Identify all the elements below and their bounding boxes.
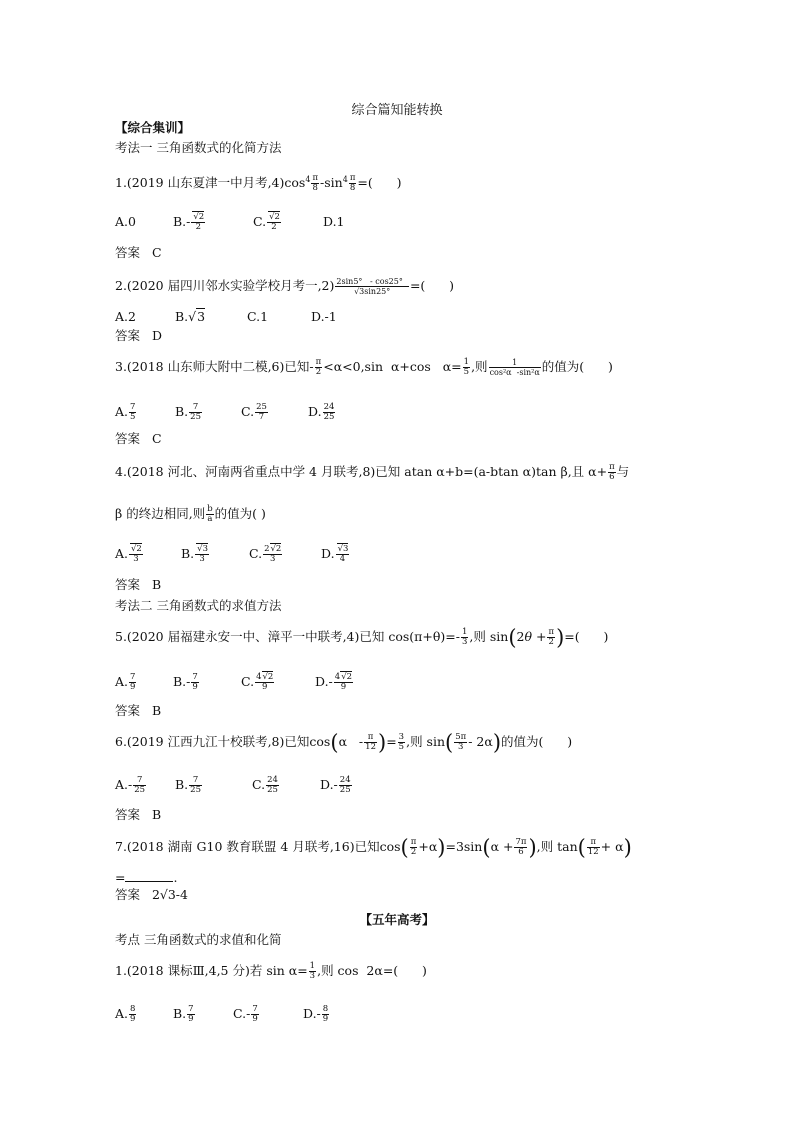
question-4: 4.(2018 河北、河南两省重点中学 4 月联考,8)已知 atan α+b=(a-btan α)tan β,且 α+ $\frac{\pi}{6}$ 与: [115, 462, 630, 482]
point-heading: 考点 三角函数式的求值和化简: [115, 932, 282, 947]
question-2-options: A.2 B.√3 C.1 D.-1: [115, 309, 337, 324]
question-4-line-2: β 的终边相同,则 $\frac{b}{a}$ 的值为( ): [115, 504, 266, 524]
question-2: 2.(2020 届四川邻水实验学校月考一,2) $\frac{2\sin 5^\circ - \cos 25^\circ}{√3\sin 25^\circ}$ =( ): [115, 277, 455, 296]
question-1-options: A.0 B.- $\frac{√2}{2}$ C. $\frac{√2}{2}$ D.1: [115, 212, 345, 232]
question-5y-1: 1.(2018 课标Ⅲ,4,5 分)若 sin α= $\frac{1}{3}$ ,则 cos 2α=( ): [115, 961, 427, 981]
question-3-options: A. $\frac{7}{5}$ B. $\frac{7}{25}$ C. $\frac{25}{7}$ D. $\frac{24}{25}$: [115, 402, 335, 422]
question-7-blank: = .: [115, 870, 178, 885]
method-heading-2: 考法二 三角函数式的求值方法: [115, 598, 282, 613]
question-3-source: 3.(2018 山东师大附中二模,6)已知: [115, 359, 310, 374]
question-5y-1-options: A. $\frac{8}{9}$ B. $\frac{7}{9}$ C.- $\frac{7}{9}$ D.- $\frac{8}{9}$: [115, 1004, 329, 1024]
question-3-answer: 答案 C: [115, 431, 162, 446]
question-5: 5.(2020 届福建永安一中、漳平一中联考,4)已知 cos(π+θ)=- $\frac{1}{3}$ ,则 sin(2θ + $\frac{\pi}{2}$ )=( ): [115, 625, 609, 650]
section-heading-comprehensive: 【综合集训】: [115, 120, 191, 135]
question-2-source: 2.(2020 届四川邻水实验学校月考一,2): [115, 278, 335, 293]
question-5-options: A. $\frac{7}{9}$ B.- $\frac{7}{9}$ C. $\frac{4√2}{9}$ D.- $\frac{4√2}{9}$: [115, 672, 353, 692]
question-7-answer: 答案 2√3-4: [115, 887, 188, 902]
question-4-options: A. $\frac{√2}{3}$ B. $\frac{√3}{3}$ C. $\frac{2√2}{3}$ D. $\frac{√3}{4}$: [115, 544, 349, 564]
question-1-source: 1.(2019 山东夏津一中月考,4): [115, 175, 285, 191]
question-7: 7.(2018 湖南 G10 教育联盟 4 月联考,16)已知cos( $\frac{\pi}{2}$ +α)=3sin(α + $\frac{7\pi}{6}$ ),则 tan( $\frac{\pi}{12}$ + α): [115, 835, 632, 860]
question-6: 6.(2019 江西九江十校联考,8)已知cos(α - $\frac{\pi}{12}$ )= $\frac{3}{5}$ ,则 sin( $\frac{5\pi}{3}$ - 2α)的值为( ): [115, 730, 573, 755]
question-6-options: A.- $\frac{7}{25}$ B. $\frac{7}{25}$ C. $\frac{24}{25}$ D.- $\frac{24}{25}$: [115, 775, 351, 795]
question-6-answer: 答案 B: [115, 807, 162, 822]
question-7-source: 7.(2018 湖南 G10 教育联盟 4 月联考,16)已知: [115, 839, 380, 854]
question-5-answer: 答案 B: [115, 703, 162, 718]
question-4-answer: 答案 B: [115, 577, 162, 592]
method-heading-1: 考法一 三角函数式的化简方法: [115, 140, 282, 155]
question-5-source: 5.(2020 届福建永安一中、漳平一中联考,4)已知 cos(π+θ)=: [115, 629, 456, 644]
question-1-answer: 答案 C: [115, 245, 162, 260]
question-2-answer: 答案 D: [115, 328, 162, 343]
question-6-source: 6.(2019 江西九江十校联考,8)已知: [115, 734, 310, 749]
question-4-source: 4.(2018 河北、河南两省重点中学 4 月联考,8)已知 atan α+b=(a-btan α)tan β,且 α+: [115, 464, 608, 479]
document-title: 综合篇知能转换: [351, 103, 443, 118]
question-5y-1-source: 1.(2018 课标Ⅲ,4,5 分)若 sin α=: [115, 963, 308, 978]
section-heading-five-years: 【五年高考】: [359, 912, 435, 927]
question-3: 3.(2018 山东师大附中二模,6)已知- $\frac{\pi}{2}$ <α<0,sin α+cos α= $\frac{1}{5}$ ,则 $\frac{1}{\text{cos²α -sin²α}}$ 的值为( ): [115, 357, 613, 377]
question-1: 1.(2019 山东夏津一中月考$,4)\cos^4$ $\frac{\pi}{8}$ $-\sin^4$ $\frac{\pi}{8}$ =( ): [115, 173, 402, 194]
